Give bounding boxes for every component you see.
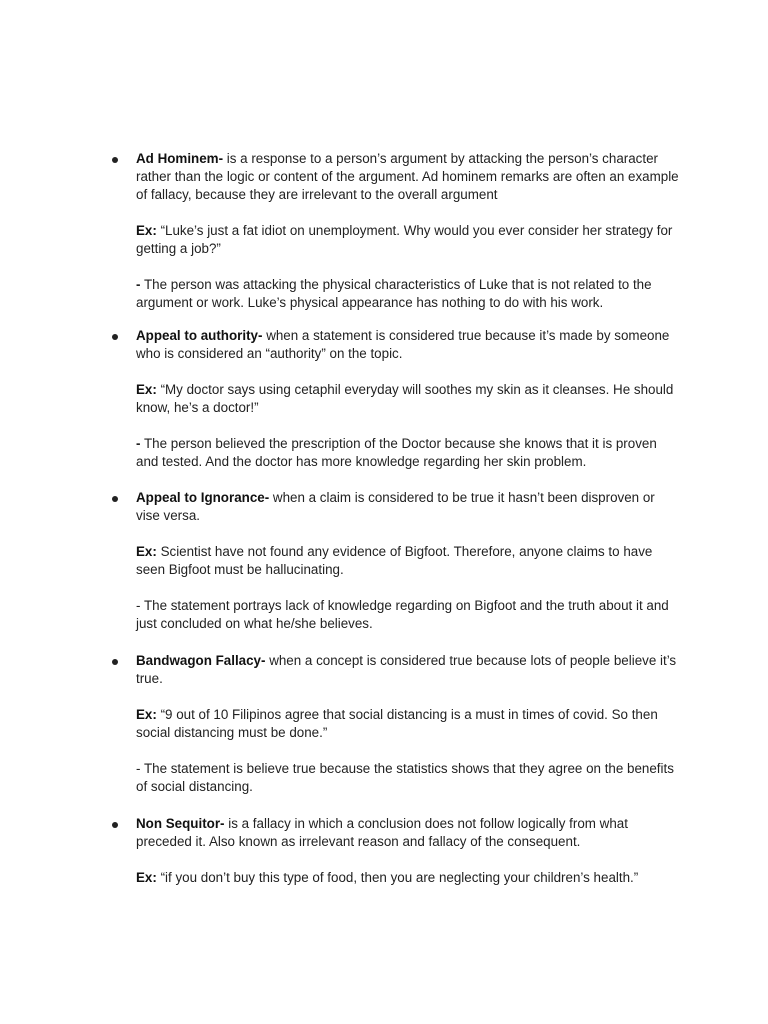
definition-paragraph <box>136 150 682 204</box>
explanation-paragraph <box>136 760 682 796</box>
bullet-icon <box>112 496 118 502</box>
fallacy-entry-ad-hominem <box>112 150 682 312</box>
example-label: Ex: <box>136 382 157 397</box>
definition-paragraph <box>136 815 682 851</box>
definition-paragraph <box>136 652 682 688</box>
explanation-text: The statement is believe true because the statistics shows that they agree on the benefits of social distancing. <box>136 761 674 794</box>
fallacy-term: Ad Hominem- <box>136 151 224 166</box>
example-label: Ex: <box>136 544 157 559</box>
fallacy-definition: when a statement is considered true because it’s made by someone who is considered an “authority” on the topic. <box>136 328 670 361</box>
example-text: Scientist have not found any evidence of Bigfoot. Therefore, anyone claims to have seen Bigfoot must be hallucinating. <box>136 544 653 577</box>
explanation-paragraph <box>136 597 682 633</box>
explanation-text: The person believed the prescription of the Doctor because she knows that it is proven and tested. And the doctor has more knowledge regarding her skin problem. <box>136 436 657 469</box>
fallacy-term: Appeal to authority- <box>136 328 263 343</box>
fallacy-definition: when a concept is considered true because lots of people believe it’s true. <box>136 653 677 686</box>
fallacy-entry-appeal-to-ignorance <box>112 489 682 633</box>
bullet-icon <box>112 659 118 665</box>
example-paragraph <box>136 706 682 742</box>
definition-paragraph <box>136 327 682 363</box>
fallacy-entry-bandwagon <box>112 652 682 796</box>
bullet-icon <box>112 822 118 828</box>
example-paragraph <box>136 543 682 579</box>
explanation-dash: - <box>136 436 141 451</box>
fallacy-term: Appeal to Ignorance- <box>136 490 270 505</box>
explanation-dash: - <box>136 761 141 776</box>
example-paragraph <box>136 222 682 258</box>
fallacy-entry-non-sequitor <box>112 815 682 887</box>
explanation-dash: - <box>136 598 141 613</box>
bullet-icon <box>112 334 118 340</box>
definition-paragraph <box>136 489 682 525</box>
explanation-paragraph <box>136 276 682 312</box>
fallacy-definition: is a response to a person’s argument by attacking the person’s character rather than the logic or content of the argument. Ad hominem remarks are often an example of fallacy, because they are irrelevant to the overall argument <box>136 151 679 202</box>
example-label: Ex: <box>136 870 157 885</box>
example-text: “if you don’t buy this type of food, then you are neglecting your children’s health.” <box>156 870 639 885</box>
example-text: “My doctor says using cetaphil everyday will soothes my skin as it cleanses. He should know, he’s a doctor!” <box>136 382 674 415</box>
fallacy-entry-appeal-to-authority <box>112 327 682 471</box>
fallacy-term: Non Sequitor- <box>136 816 225 831</box>
explanation-text: The statement portrays lack of knowledge regarding on Bigfoot and the truth about it and just concluded on what he/she believes. <box>136 598 669 631</box>
fallacy-term: Bandwagon Fallacy- <box>136 653 266 668</box>
example-paragraph <box>136 381 682 417</box>
fallacy-definition: when a claim is considered to be true it hasn’t been disproven or vise versa. <box>136 490 655 523</box>
example-label: Ex: <box>136 223 157 238</box>
example-paragraph <box>136 869 682 887</box>
fallacy-definition: is a fallacy in which a conclusion does not follow logically from what preceded it. Also known as irrelevant reason and fallacy of the consequent. <box>136 816 628 849</box>
explanation-dash: - <box>136 277 141 292</box>
example-label: Ex: <box>136 707 157 722</box>
explanation-paragraph <box>136 435 682 471</box>
explanation-text: The person was attacking the physical characteristics of Luke that is not related to the argument or work. Luke’s physical appearance has nothing to do with his work. <box>136 277 652 310</box>
bullet-icon <box>112 157 118 163</box>
example-text: “Luke’s just a fat idiot on unemployment. Why would you ever consider her strategy for getting a job?” <box>136 223 673 256</box>
example-text: “9 out of 10 Filipinos agree that social distancing is a must in times of covid. So then social distancing must be done.” <box>136 707 658 740</box>
